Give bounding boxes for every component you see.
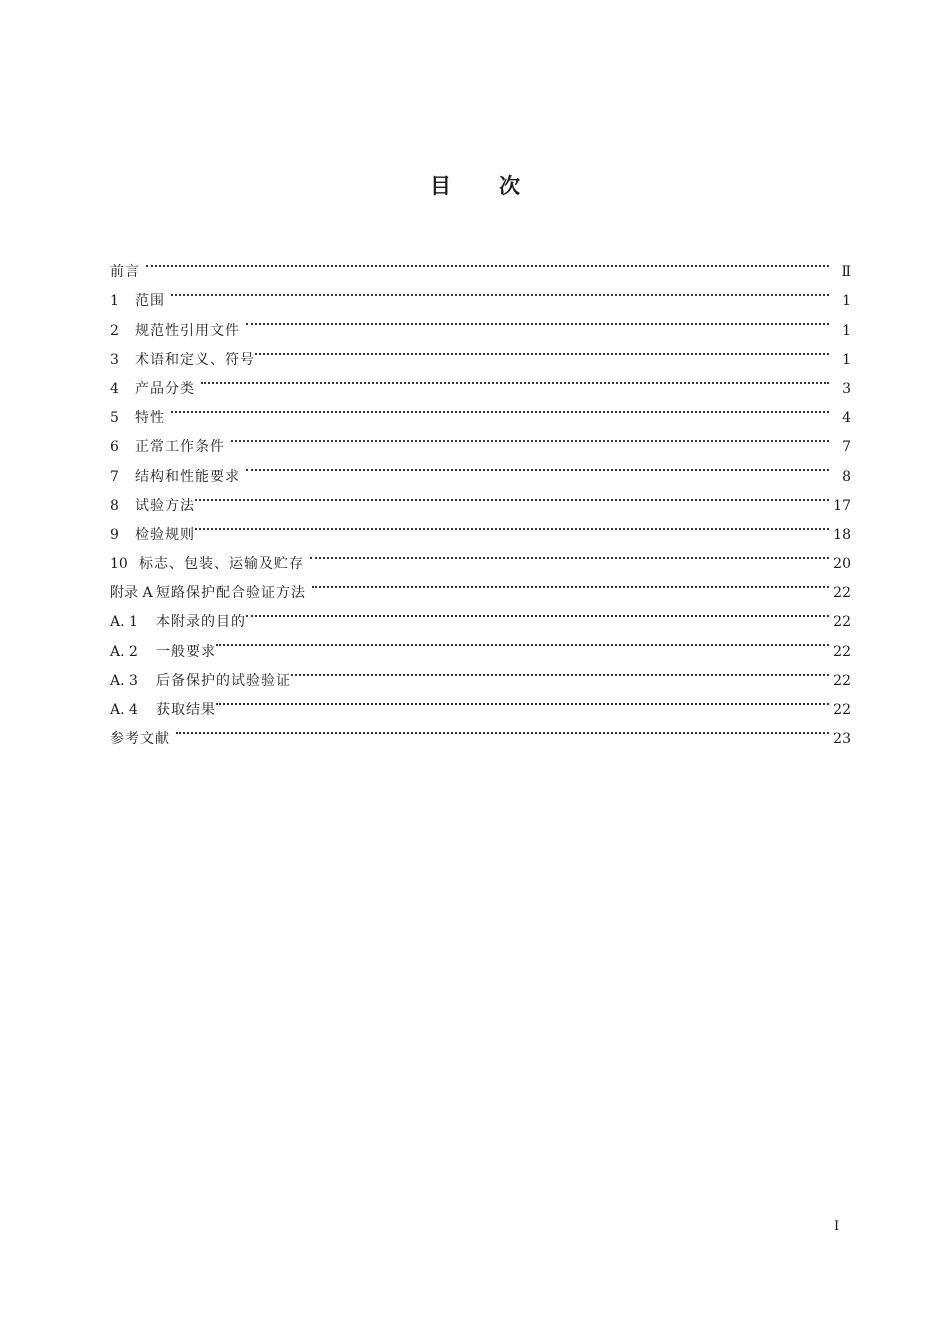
- toc-entry-page: 1: [842, 322, 851, 339]
- toc-entry-label: 范围: [135, 293, 165, 310]
- toc-entry-label: 术语和定义、符号: [135, 351, 255, 368]
- toc-entry-label: 规范性引用文件: [135, 322, 240, 339]
- toc-entry-page: 20: [833, 556, 851, 573]
- toc-entry-page: 22: [833, 585, 851, 602]
- table-of-contents: [110, 247, 851, 748]
- toc-dot-leader: [201, 364, 829, 393]
- toc-entry[interactable]: [110, 714, 851, 748]
- toc-entry-number: 6: [110, 439, 119, 456]
- toc-entry-page: 22: [833, 702, 851, 718]
- toc-entry-page: 1: [842, 351, 851, 368]
- title-char-1: 目: [430, 174, 451, 198]
- toc-entry-page: 22: [833, 643, 851, 660]
- page-title: [0, 170, 950, 200]
- toc-dot-leader: [195, 481, 829, 510]
- toc-entry[interactable]: [110, 481, 851, 514]
- toc-entry-number: A. 1: [110, 614, 138, 631]
- toc-entry-label: 获取结果: [156, 702, 216, 718]
- toc-dot-leader: [246, 451, 829, 480]
- toc-entry-page: Ⅱ: [841, 264, 851, 281]
- toc-entry-number: A. 4: [110, 702, 138, 718]
- toc-entry[interactable]: [110, 539, 851, 573]
- toc-entry[interactable]: [110, 685, 851, 718]
- toc-dot-leader: [176, 714, 829, 743]
- toc-entry-number: 1: [110, 293, 119, 310]
- toc-entry-number: 9: [110, 526, 119, 543]
- toc-entry[interactable]: [110, 422, 851, 456]
- toc-entry-number: 4: [110, 380, 119, 397]
- toc-entry-page: 3: [842, 380, 851, 397]
- toc-entry-number: A. 3: [110, 672, 138, 689]
- toc-dot-leader: [171, 393, 829, 422]
- toc-entry-number: 8: [110, 497, 119, 514]
- toc-entry-label: 产品分类: [135, 380, 195, 397]
- toc-entry[interactable]: [110, 247, 851, 281]
- toc-entry-label: 试验方法: [135, 497, 195, 514]
- toc-dot-leader: [146, 247, 829, 276]
- toc-entry-page: 8: [842, 468, 851, 485]
- toc-dot-leader: [246, 597, 829, 626]
- toc-entry-page: 22: [833, 614, 851, 631]
- toc-entry[interactable]: [110, 364, 851, 397]
- toc-dot-leader: [312, 568, 829, 597]
- toc-entry-page: 22: [833, 672, 851, 689]
- toc-entry-label: 正常工作条件: [135, 439, 225, 456]
- toc-entry[interactable]: [110, 510, 851, 543]
- toc-dot-leader: [231, 422, 829, 451]
- toc-dot-leader: [216, 685, 829, 714]
- toc-dot-leader: [171, 276, 829, 305]
- toc-entry-page: 4: [842, 410, 851, 427]
- toc-entry-label: 短路保护配合验证方法: [156, 585, 306, 602]
- toc-dot-leader: [310, 539, 829, 568]
- title-char-2: 次: [499, 174, 520, 198]
- toc-entry-label: 前言: [110, 264, 140, 281]
- toc-entry[interactable]: [110, 276, 851, 310]
- toc-entry-page: 7: [842, 439, 851, 456]
- toc-entry-number: A. 2: [110, 643, 138, 660]
- toc-entry-label: 一般要求: [156, 643, 216, 660]
- toc-entry-number: 2: [110, 322, 119, 339]
- toc-entry-number: 3: [110, 351, 119, 368]
- toc-entry-label: 检验规则: [135, 526, 195, 543]
- toc-entry[interactable]: [110, 305, 851, 339]
- toc-dot-leader: [255, 335, 829, 364]
- toc-dot-leader: [195, 510, 829, 539]
- toc-entry-page: 1: [842, 293, 851, 310]
- toc-entry-label: 本附录的目的: [156, 614, 246, 631]
- toc-entry-label: 标志、包装、运输及贮存: [139, 556, 304, 573]
- toc-entry[interactable]: [110, 393, 851, 427]
- footer-page-number: I: [834, 1219, 840, 1234]
- toc-entry[interactable]: [110, 656, 851, 689]
- toc-entry-label: 特性: [135, 410, 165, 427]
- toc-dot-leader: [246, 305, 829, 334]
- toc-entry[interactable]: [110, 626, 851, 660]
- toc-entry-page: 17: [833, 497, 851, 514]
- toc-entry-label: 参考文献: [110, 731, 170, 748]
- toc-entry-label: 后备保护的试验验证: [156, 672, 291, 689]
- toc-entry-number: 5: [110, 410, 119, 427]
- toc-entry-number: 附录 A: [110, 585, 153, 602]
- toc-entry-label: 结构和性能要求: [135, 468, 240, 485]
- toc-entry-page: 18: [833, 526, 851, 543]
- toc-entry-number: 7: [110, 468, 119, 485]
- toc-entry-number: 10: [110, 556, 128, 573]
- toc-dot-leader: [216, 626, 829, 655]
- toc-entry-page: 23: [833, 731, 851, 748]
- toc-dot-leader: [291, 656, 829, 685]
